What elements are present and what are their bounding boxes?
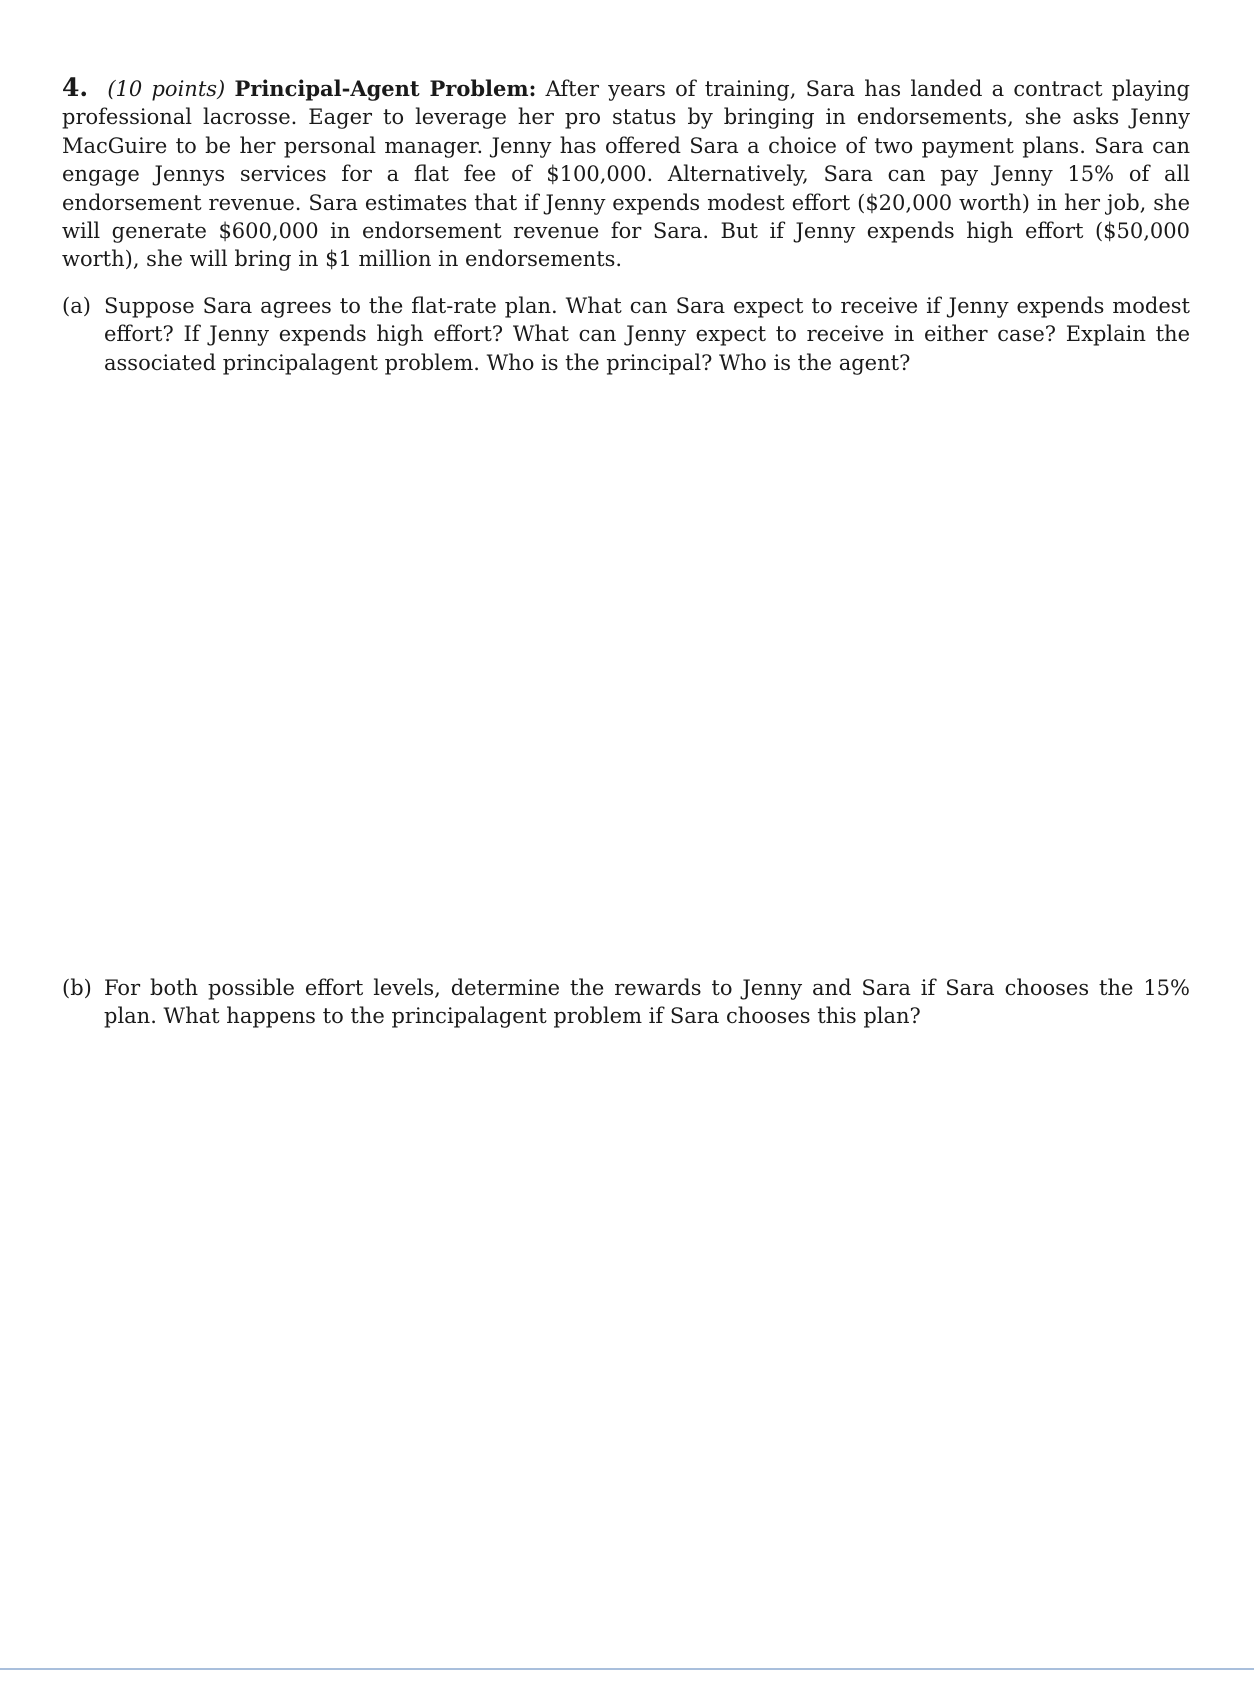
- part-a-label: (a): [62, 293, 91, 318]
- part-a: [62, 292, 1190, 377]
- question-4: [62, 74, 1190, 274]
- part-b-label: (b): [62, 976, 92, 1000]
- footer-rule: [0, 1668, 1254, 1670]
- question-body: After years of training, Sara has landed a contract playing professional lacrosse. Eager to leverage her pro status by bringing in endorsements, she asks Jenny MacGuire to be her personal manager. Jenny has offered Sara a choice of two payment plans. Sara can engage Jennys services for a flat fee of $100,000. Alternatively, Sara can pay Jenny 15% of all endorsement revenue. Sara estimates that if Jenny expends modest effort ($20,000 worth) in her job, she will generate $600,000 in endorsement revenue for Sara. But if Jenny expends high effort ($50,000 worth), she will bring in $1 million in endorsements.: [62, 77, 1190, 272]
- question-number: 4.: [62, 73, 89, 102]
- part-a-text: Suppose Sara agrees to the flat-rate plan. What can Sara expect to receive if Jenny expends modest effort? If Jenny expends high effort? What can Jenny expect to receive in either case? Explain the associated principalagent problem. Who is the principal? Who is the agent?: [104, 293, 1190, 375]
- part-b: [62, 974, 1190, 1031]
- question-title: Principal-Agent Problem:: [234, 76, 537, 101]
- question-points: (10 points): [107, 77, 226, 101]
- part-b-text: For both possible effort levels, determine the rewards to Jenny and Sara if Sara chooses the 15% plan. What happens to the principalagent problem if Sara chooses this plan?: [104, 976, 1190, 1029]
- document-page: [62, 73, 1190, 1029]
